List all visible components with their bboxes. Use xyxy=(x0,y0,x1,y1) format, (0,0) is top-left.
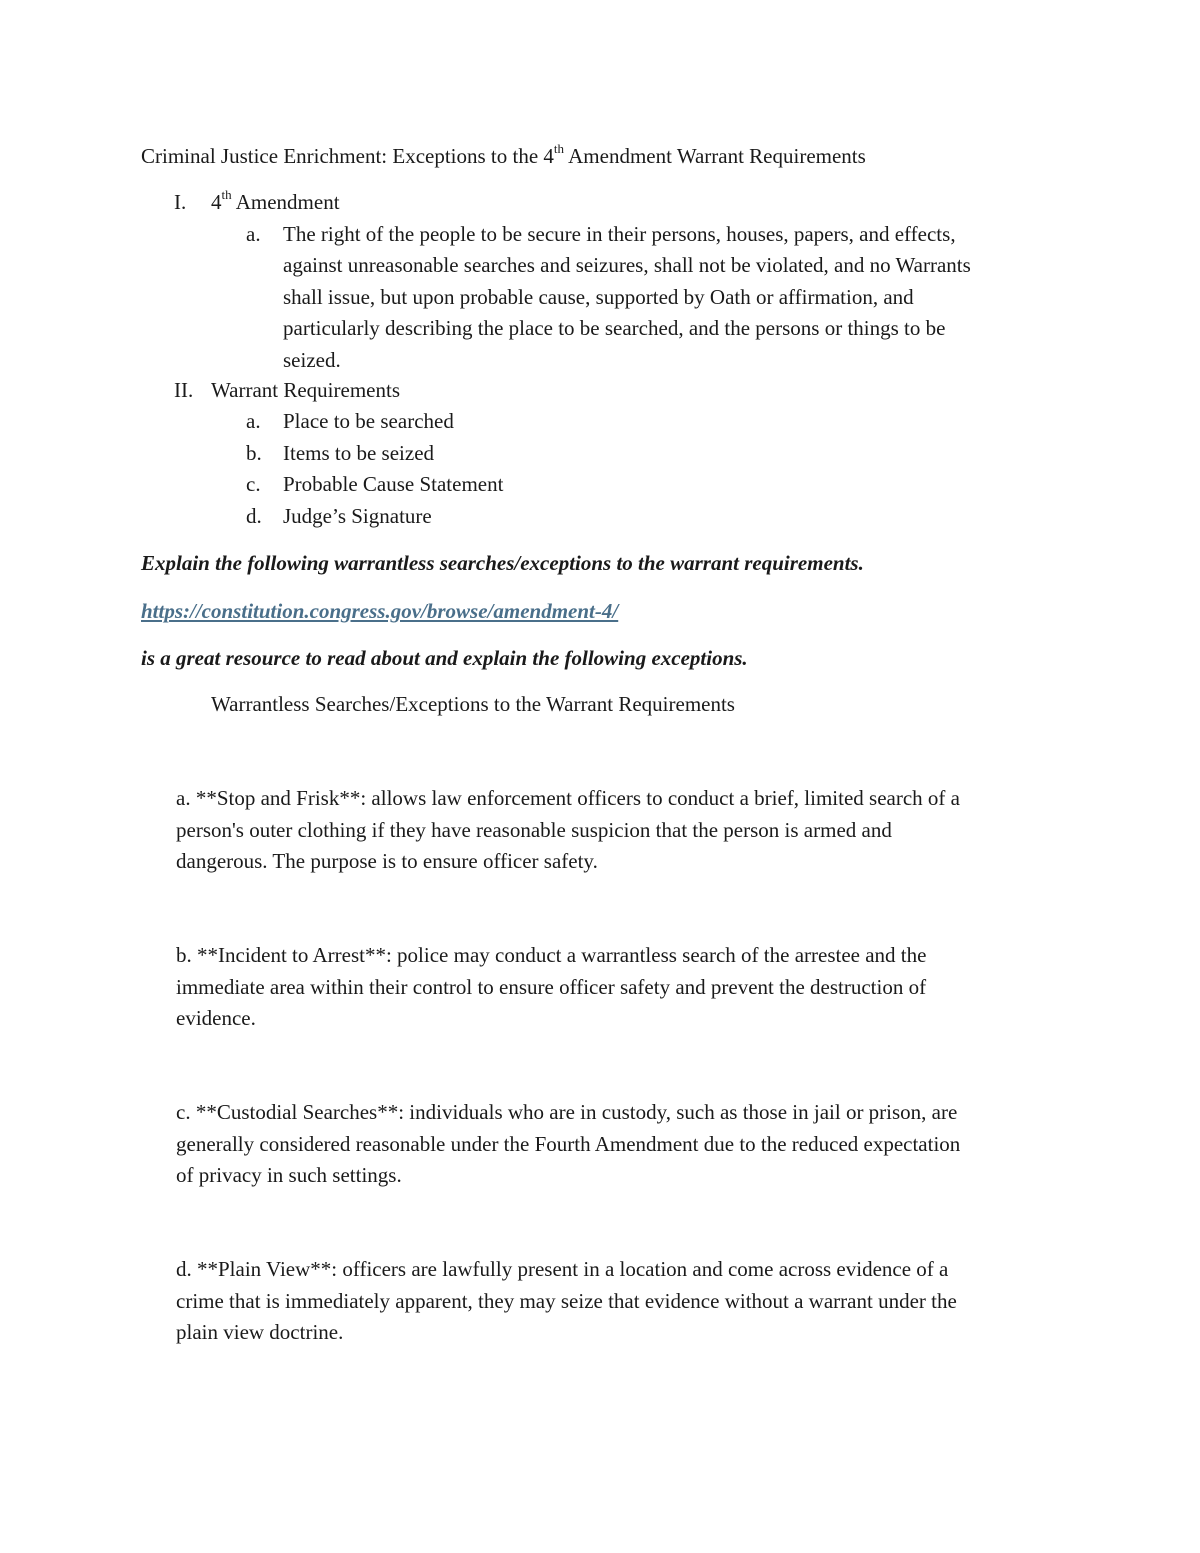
resource-link[interactable]: https://constitution.congress.gov/browse/amendment-4/ xyxy=(141,599,619,623)
title-suffix: Amendment Warrant Requirements xyxy=(564,144,866,168)
resource-note: is a great resource to read about and explain the following exceptions. xyxy=(141,646,748,670)
amendment-text-line: against unreasonable searches and seizures, shall not be violated, and no Warrants xyxy=(283,253,971,277)
answer-b-line: b. **Incident to Arrest**: police may conduct a warrantless search of the arrestee and the xyxy=(176,943,927,967)
answer-d-line: d. **Plain View**: officers are lawfully present in a location and come across evidence of a xyxy=(176,1257,949,1281)
amendment-text-line: seized. xyxy=(283,348,341,372)
amendment-text-line: particularly describing the place to be searched, and the persons or things to be xyxy=(283,316,946,340)
section-1-heading-prefix: 4 xyxy=(211,190,222,214)
answer-a-line: dangerous. The purpose is to ensure officer safety. xyxy=(176,849,598,873)
amendment-text-line: The right of the people to be secure in their persons, houses, papers, and effects, xyxy=(283,222,956,246)
section-subheading: Warrantless Searches/Exceptions to the Warrant Requirements xyxy=(211,692,735,716)
list-item: Place to be searched xyxy=(283,409,454,433)
title-prefix: Criminal Justice Enrichment: Exceptions to the 4 xyxy=(141,144,554,168)
section-1-sub-marker: a. xyxy=(246,222,261,246)
answer-a-line: person's outer clothing if they have reasonable suspicion that the person is armed and xyxy=(176,818,892,842)
list-item-marker: c. xyxy=(246,472,261,496)
section-1-heading-superscript: th xyxy=(221,187,232,202)
instruction-text: Explain the following warrantless searches/exceptions to the warrant requirements. xyxy=(141,551,864,575)
answer-b-line: immediate area within their control to ensure officer safety and prevent the destruction of xyxy=(176,975,927,999)
list-item-marker: b. xyxy=(246,441,262,465)
list-item-marker: a. xyxy=(246,409,261,433)
document-title xyxy=(141,141,866,172)
section-2-heading: Warrant Requirements xyxy=(211,378,400,402)
list-item: Items to be seized xyxy=(283,441,435,465)
answer-b-line: evidence. xyxy=(176,1006,256,1030)
section-1-heading xyxy=(211,187,340,218)
answer-c-line: of privacy in such settings. xyxy=(176,1163,402,1187)
answer-c-line: generally considered reasonable under the Fourth Amendment due to the reduced expectation xyxy=(176,1132,961,1156)
section-1-marker: I. xyxy=(174,190,187,214)
answer-c-line: c. **Custodial Searches**: individuals who are in custody, such as those in jail or prison, are xyxy=(176,1100,958,1124)
answer-d-line: plain view doctrine. xyxy=(176,1320,344,1344)
answer-d-line: crime that is immediately apparent, they may seize that evidence without a warrant under the xyxy=(176,1289,957,1313)
list-item: Probable Cause Statement xyxy=(283,472,504,496)
section-1-heading-suffix: Amendment xyxy=(231,190,340,214)
list-item-marker: d. xyxy=(246,504,262,528)
title-superscript: th xyxy=(553,141,565,156)
amendment-text-line: shall issue, but upon probable cause, supported by Oath or affirmation, and xyxy=(283,285,914,309)
section-2-marker: II. xyxy=(174,378,194,402)
list-item: Judge’s Signature xyxy=(283,504,432,528)
answer-a-line: a. **Stop and Frisk**: allows law enforcement officers to conduct a brief, limited search of a xyxy=(176,786,960,810)
